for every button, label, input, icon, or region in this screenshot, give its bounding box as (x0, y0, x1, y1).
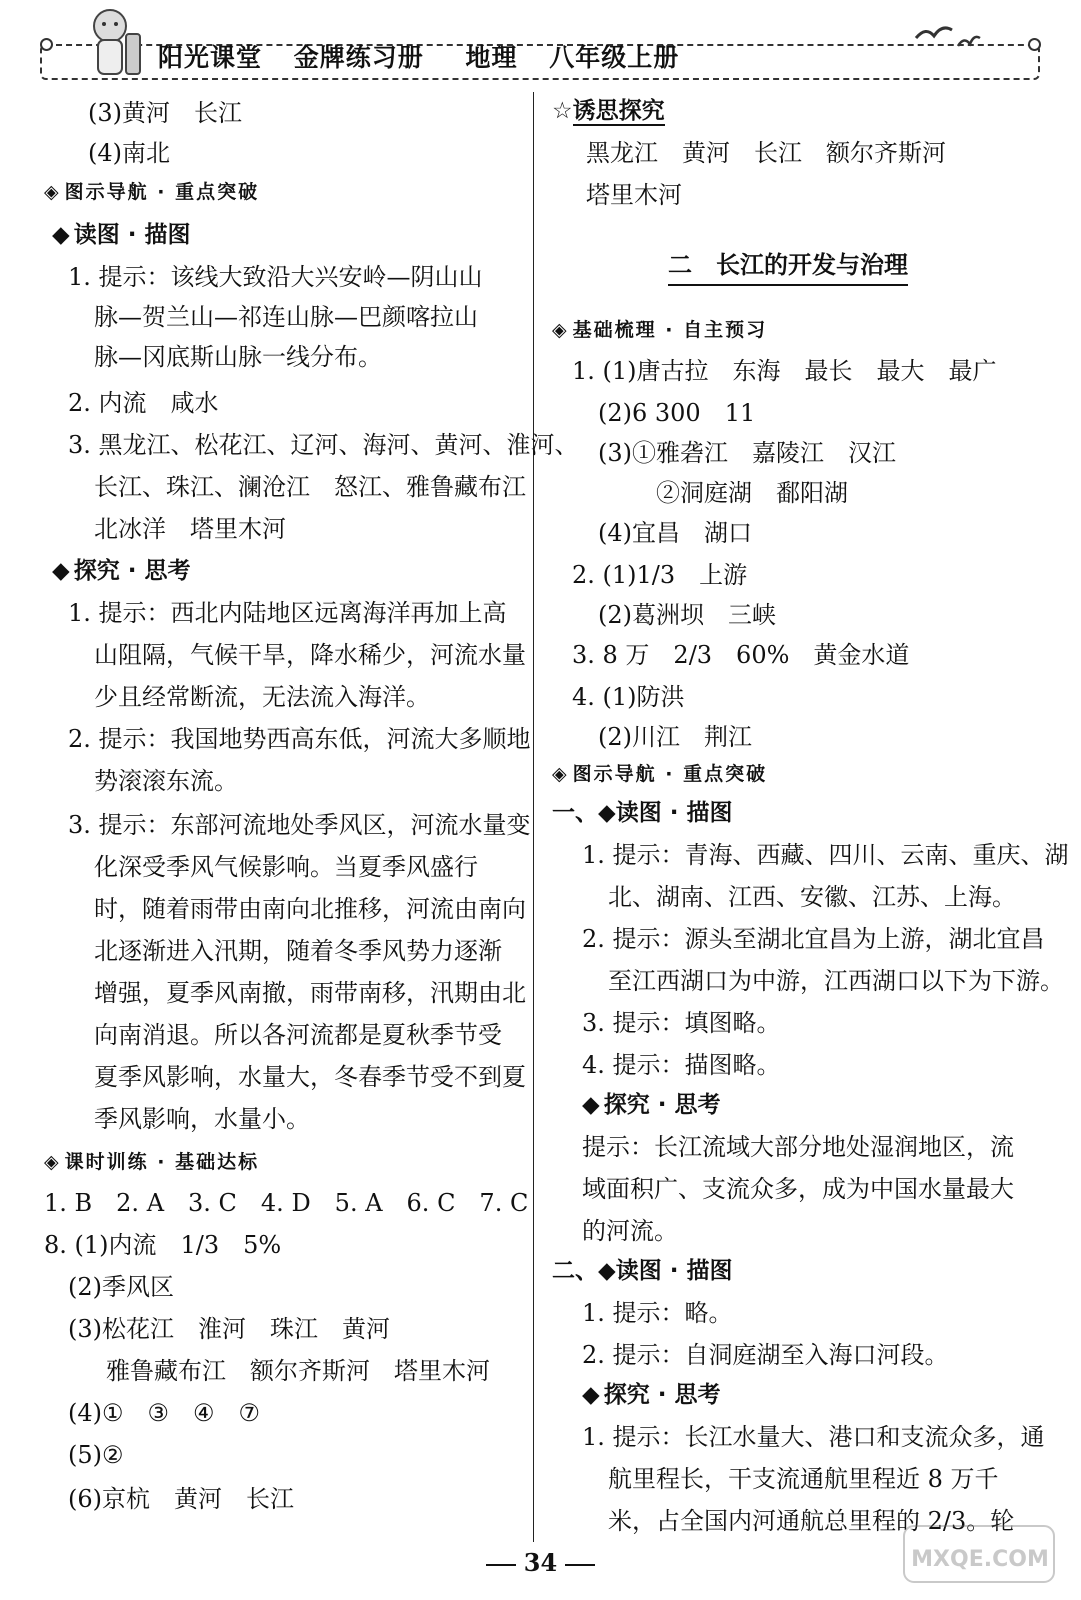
section-marker-icon: ◈ (44, 1151, 61, 1173)
answer-line: (2)6 300 11 (598, 399, 756, 427)
answer-line: 航里程长，干支流通航里程近 8 万千 (608, 1465, 999, 1493)
answer-line: 脉—冈底斯山脉一线分布。 (94, 343, 382, 371)
answer-line: (2)季风区 (68, 1273, 174, 1301)
answer-line: (3)黄河 长江 (88, 99, 242, 127)
answer-line: 北、湖南、江西、安徽、江苏、上海。 (608, 883, 1016, 911)
diamond-bullet-icon: ◆ (52, 222, 70, 248)
answer-line: 3. 黑龙江、松花江、辽河、海河、黄河、淮河、 (68, 431, 579, 459)
diamond-bullet-icon: ◆ (582, 1382, 600, 1408)
section-marker-icon: ◈ (552, 763, 569, 785)
answer-line: 长江、珠江、澜沧江 怒江、雅鲁藏布江 (94, 473, 526, 501)
svg-text:MXQE.COM: MXQE.COM (911, 1547, 1049, 1572)
answer-line: 北逐渐进入汛期，随着冬季风势力逐渐 (94, 937, 502, 965)
answer-line: 1. B 2. A 3. C 4. D 5. A 6. C 7. C (44, 1189, 529, 1217)
answer-line: (4)南北 (88, 139, 170, 167)
grade-name: 八年级上册 (549, 43, 680, 72)
answer-line: 雅鲁藏布江 额尔齐斯河 塔里木河 (106, 1357, 490, 1385)
answer-line: (4)① ③ ④ ⑦ (68, 1399, 261, 1427)
answer-line: 时，随着雨带由南向北推移，河流由南向 (94, 895, 526, 923)
answer-line: 3. 提示：东部河流地处季风区，河流水量变 (68, 811, 531, 839)
answer-line: 1. 提示：西北内陆地区远离海洋再加上高 (68, 599, 507, 627)
section-heading: ◈ 图示导航 · 重点突破 (552, 760, 767, 788)
birds-icon (912, 16, 982, 52)
diamond-bullet-icon: ◆ (52, 558, 70, 584)
subject-name: 地理 (465, 43, 518, 72)
section-marker-icon: ◈ (44, 181, 61, 203)
subsection-heading: 二、◆读图 · 描图 (552, 1258, 733, 1284)
answer-line: 季风影响，水量小。 (94, 1105, 310, 1133)
banner-corner-dot (1028, 38, 1041, 51)
watermark-logo (900, 1520, 1060, 1590)
answer-line: 向南消退。所以各河流都是夏秋季节受 (94, 1021, 502, 1049)
answer-line: (5)② (68, 1441, 124, 1469)
answer-line: (2)川江 荆江 (598, 723, 752, 751)
banner-corner-dot (40, 38, 53, 51)
answer-line: ②洞庭湖 鄱阳湖 (656, 479, 848, 507)
lesson-title: 二 长江的开发与治理 (668, 248, 908, 286)
page-number: 34 (0, 1548, 1081, 1577)
answer-line: 4. (1)防洪 (572, 683, 685, 711)
answer-line: 米，占全国内河通航总里程的 2/3。轮 (608, 1507, 1015, 1535)
section-marker-icon: ◈ (552, 319, 569, 341)
star-icon: ☆ (552, 98, 573, 124)
answer-line: 至江西湖口为中游，江西湖口以下为下游。 (608, 967, 1064, 995)
mascot-icon (82, 4, 157, 80)
answer-line: (2)葛洲坝 三峡 (598, 601, 776, 629)
column-divider (533, 92, 534, 1542)
section-heading: ◈ 图示导航 · 重点突破 (44, 178, 259, 206)
answer-line: 2. (1)1/3 上游 (572, 561, 748, 589)
section-heading: ◈ 基础梳理 · 自主预习 (552, 316, 767, 344)
answer-line: 黑龙江 黄河 长江 额尔齐斯河 (586, 139, 946, 167)
answer-line: 2. 提示：自洞庭湖至入海口河段。 (582, 1341, 949, 1369)
subsection-heading: ◆ 探究 · 思考 (52, 554, 190, 588)
answer-line: 山阻隔，气候干旱，降水稀少，河流水量 (94, 641, 526, 669)
answer-line: 的河流。 (582, 1217, 678, 1245)
answer-line: 2. 内流 咸水 (68, 389, 219, 417)
answer-line: 1. 提示：该线大致沿大兴安岭—阴山山 (68, 263, 483, 291)
brand-name: 阳光课堂 (158, 43, 263, 72)
answer-line: (3)松花江 淮河 珠江 黄河 (68, 1315, 390, 1343)
answer-line: 域面积广、支流众多，成为中国水量最大 (582, 1175, 1014, 1203)
answer-line: 化深受季风气候影响。当夏季风盛行 (94, 853, 478, 881)
answer-line: 3. 8 万 2/3 60% 黄金水道 (572, 641, 910, 669)
answer-line: 势滚滚东流。 (94, 767, 238, 795)
book-name: 金牌练习册 (293, 43, 424, 72)
answer-line: 4. 提示：描图略。 (582, 1051, 781, 1079)
page-header (0, 0, 1081, 95)
answer-line: (6)京杭 黄河 长江 (68, 1485, 294, 1513)
answer-line: 2. 提示：我国地势西高东低，河流大多顺地 (68, 725, 531, 753)
answer-line: 1. (1)唐古拉 东海 最长 最大 最广 (572, 357, 997, 385)
subsection-heading: ◆ 读图 · 描图 (52, 218, 190, 252)
answer-line: 塔里木河 (586, 181, 682, 209)
answer-line: (4)宜昌 湖口 (598, 519, 752, 547)
diamond-bullet-icon: ◆ (582, 1092, 600, 1118)
answer-line: 1. 提示：长江水量大、港口和支流众多，通 (582, 1423, 1045, 1451)
answer-line: 脉—贺兰山—祁连山脉—巴颜喀拉山 (94, 303, 478, 331)
answer-line: 提示：长江流域大部分地处湿润地区，流 (582, 1133, 1014, 1161)
answer-line: 北冰洋 塔里木河 (94, 515, 286, 543)
answer-line: 增强，夏季风南撤，雨带南移，汛期由北 (94, 979, 526, 1007)
answer-line: 2. 提示：源头至湖北宜昌为上游，湖北宜昌 (582, 925, 1045, 953)
subsection-heading: 一、◆读图 · 描图 (552, 800, 733, 826)
answer-line: 1. 提示：青海、西藏、四川、云南、重庆、湖 (582, 841, 1069, 869)
answer-line: 3. 提示：填图略。 (582, 1009, 781, 1037)
subsection-heading: ◆ 探究 · 思考 (582, 1378, 720, 1412)
subsection-heading: ◆ 探究 · 思考 (582, 1088, 720, 1122)
answer-line: 1. 提示：略。 (582, 1299, 733, 1327)
answer-line: (3)①雅砻江 嘉陵江 汉江 (598, 439, 896, 467)
answer-line: 少且经常断流，无法流入海洋。 (94, 683, 430, 711)
header-title (158, 38, 701, 78)
inquiry-heading: ☆诱思探究 (552, 98, 665, 124)
answer-line: 8. (1)内流 1/3 5% (44, 1231, 282, 1259)
section-heading: ◈ 课时训练 · 基础达标 (44, 1148, 259, 1176)
answer-line: 夏季风影响，水量大，冬春季节受不到夏 (94, 1063, 526, 1091)
